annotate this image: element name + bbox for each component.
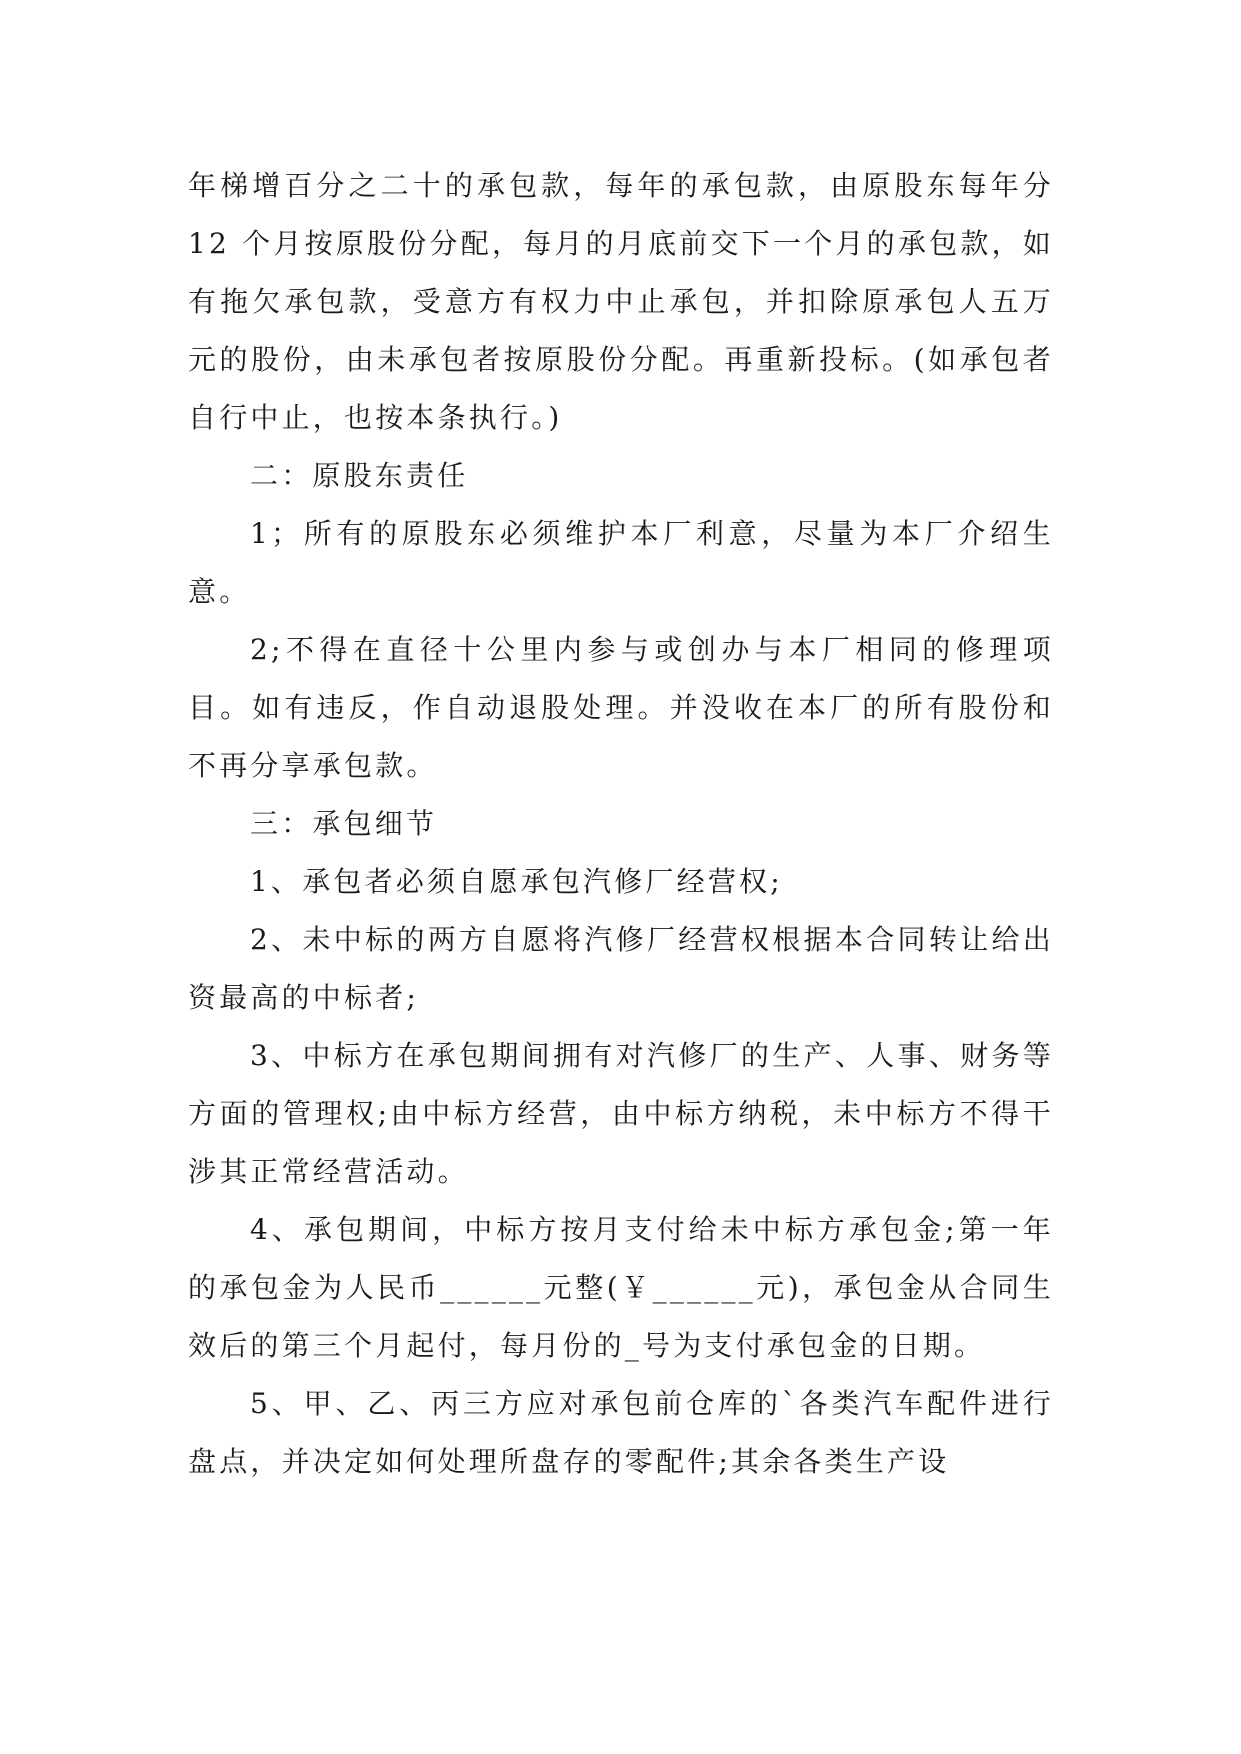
paragraph-detail-1: 1、承包者必须自愿承包汽修厂经营权; xyxy=(250,865,783,898)
paragraph-duty-1: 1；所有的原股东必须维护本厂利意，尽量为本厂介绍生意。 xyxy=(188,517,1054,608)
paragraph-detail-4: 4、承包期间，中标方按月支付给未中标方承包金;第一年的承包金为人民币______元整(￥______元)，承包金从合同生效后的第三个月起付，每月份的_号为支付承包金的日期。 xyxy=(188,1213,1054,1362)
paragraph-duty-2: 2;不得在直径十公里内参与或创办与本厂相同的修理项目。如有违反，作自动退股处理。并没收在本厂的所有股份和不再分享承包款。 xyxy=(188,633,1054,782)
paragraph-detail-2: 2、未中标的两方自愿将汽修厂经营权根据本合同转让给出资最高的中标者; xyxy=(188,923,1054,1014)
document-body xyxy=(188,157,1054,1491)
section-heading-shareholder-duties: 二：原股东责任 xyxy=(250,459,469,492)
paragraph-detail-5: 5、甲、乙、丙三方应对承包前仓库的`各类汽车配件进行盘点，并决定如何处理所盘存的零配件;其余各类生产设 xyxy=(188,1387,1054,1478)
section-heading-contract-details: 三：承包细节 xyxy=(250,807,438,840)
paragraph-detail-3: 3、中标方在承包期间拥有对汽修厂的生产、人事、财务等方面的管理权;由中标方经营，由中标方纳税，未中标方不得干涉其正常经营活动。 xyxy=(188,1039,1054,1188)
paragraph-continuation: 年梯增百分之二十的承包款，每年的承包款，由原股东每年分 12 个月按原股份分配，每月的月底前交下一个月的承包款，如有拖欠承包款，受意方有权力中止承包，并扣除原承包人五万元的股份，由未承包者按原股份分配。再重新投标。(如承包者自行中止，也按本条执行。) xyxy=(188,169,1054,434)
